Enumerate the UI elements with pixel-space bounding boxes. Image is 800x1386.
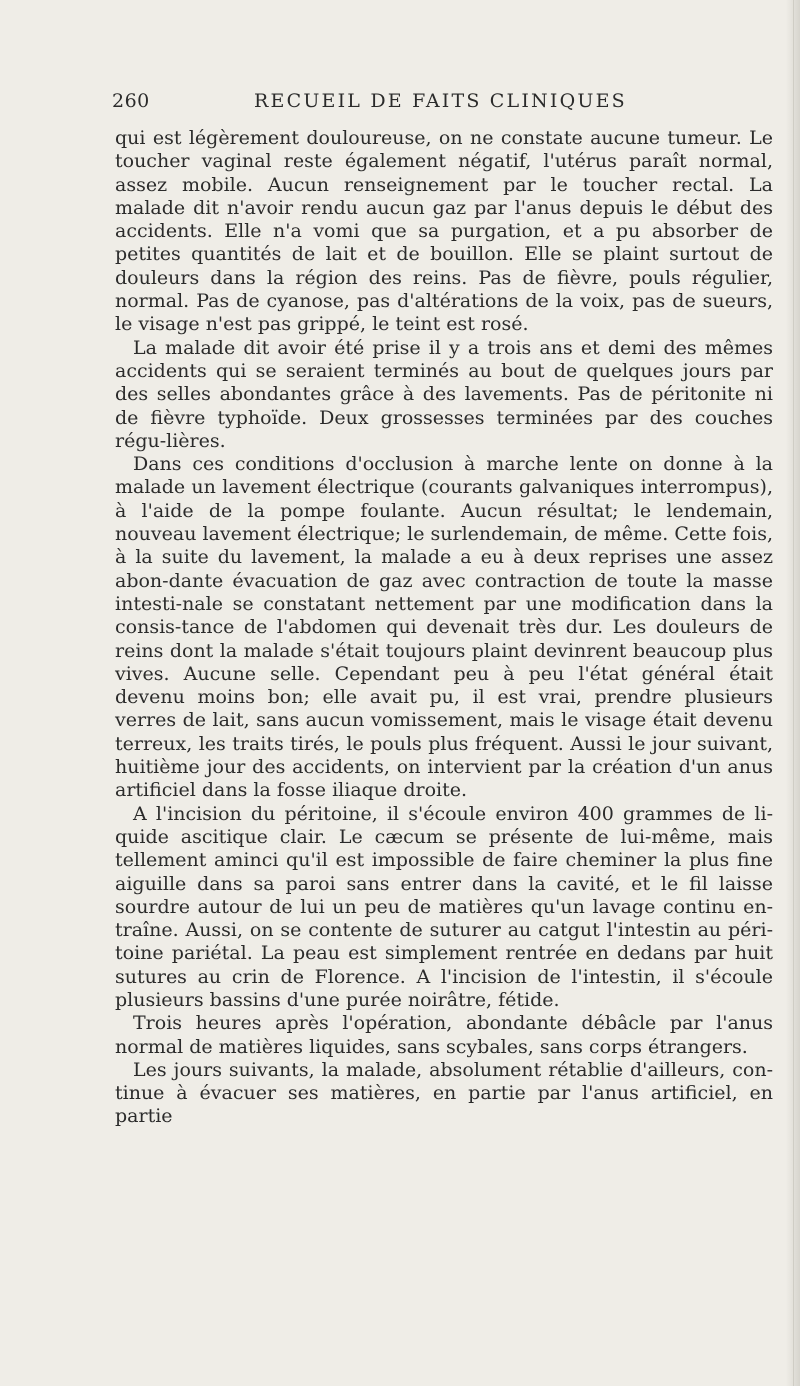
running-title: RECUEIL DE FAITS CLINIQUES: [254, 90, 627, 112]
page-number: 260: [112, 90, 150, 112]
page-header: [112, 90, 762, 120]
page-edge-line: [793, 0, 794, 1386]
paragraph-post-operation: Trois heures après l'opération, abondante débâcle par l'anus normal de matières liquides, sans scybales, sans corps étrangers.: [115, 1012, 773, 1058]
paragraph-following-days: Les jours suivants, la malade, absolument rétablie d'ailleurs, con-tinue à évacuer ses matières, en partie par l'anus artificiel, en partie: [115, 1058, 773, 1128]
paragraph-treatment: Dans ces conditions d'occlusion à marche lente on donne à la malade un lavement électrique (courants galvaniques interrompus), à l'aide de la pompe foulante. Aucun résultat; le lendemain, nouveau lavement électrique; le surlendemain, de même. Cette fois, à la suite du lavement, la malade a eu à deux reprises une assez abon-dante évacuation de gaz avec contraction de toute la masse intesti-nale se constatant nettement par une modification dans la consis-tance de l'abdomen qui devenait très dur. Les douleurs de reins dont la malade s'était toujours plaint devinrent beaucoup plus vives. Aucune selle. Cependant peu à peu l'état général était devenu moins bon; elle avait pu, il est vrai, prendre plusieurs verres de lait, sans aucun vomissement, mais le visage était devenu terreux, les traits tirés, le pouls plus fréquent. Aussi le jour suivant, huitième jour des accidents, on intervient par la création d'un anus artificiel dans la fosse iliaque droite.: [115, 453, 773, 802]
paragraph-examination: qui est légèrement douloureuse, on ne constate aucune tumeur. Le toucher vaginal reste également négatif, l'utérus paraît normal, assez mobile. Aucun renseignement par le toucher rectal. La malade dit n'avoir rendu aucun gaz par l'anus depuis le début des accidents. Elle n'a vomi que sa purgation, et a pu absorber de petites quantités de lait et de bouillon. Elle se plaint surtout de douleurs dans la région des reins. Pas de fièvre, pouls régulier, normal. Pas de cyanose, pas d'altérations de la voix, pas de sueurs, le visage n'est pas grippé, le teint est rosé.: [115, 127, 773, 336]
body-text: [115, 127, 773, 1129]
paragraph-operation: A l'incision du péritoine, il s'écoule environ 400 grammes de li-quide ascitique clair. Le cæcum se présente de lui-même, mais tellement aminci qu'il est impossible de faire cheminer la plus fine aiguille dans sa paroi sans entrer dans la cavité, et le fil laisse sourdre autour de lui un peu de matières qu'un lavage continu en-traîne. Aussi, on se contente de suturer au catgut l'intestin au péri-toine pariétal. La peau est simplement rentrée en dedans par huit sutures au crin de Florence. A l'incision de l'intestin, il s'écoule plusieurs bassins d'une purée noirâtre, fétide.: [115, 802, 773, 1011]
paragraph-history: La malade dit avoir été prise il y a trois ans et demi des mêmes accidents qui se seraient terminés au bout de quelques jours par des selles abondantes grâce à des lavements. Pas de péritonite ni de fièvre typhoïde. Deux grossesses terminées par des couches régu-lières.: [115, 336, 773, 452]
